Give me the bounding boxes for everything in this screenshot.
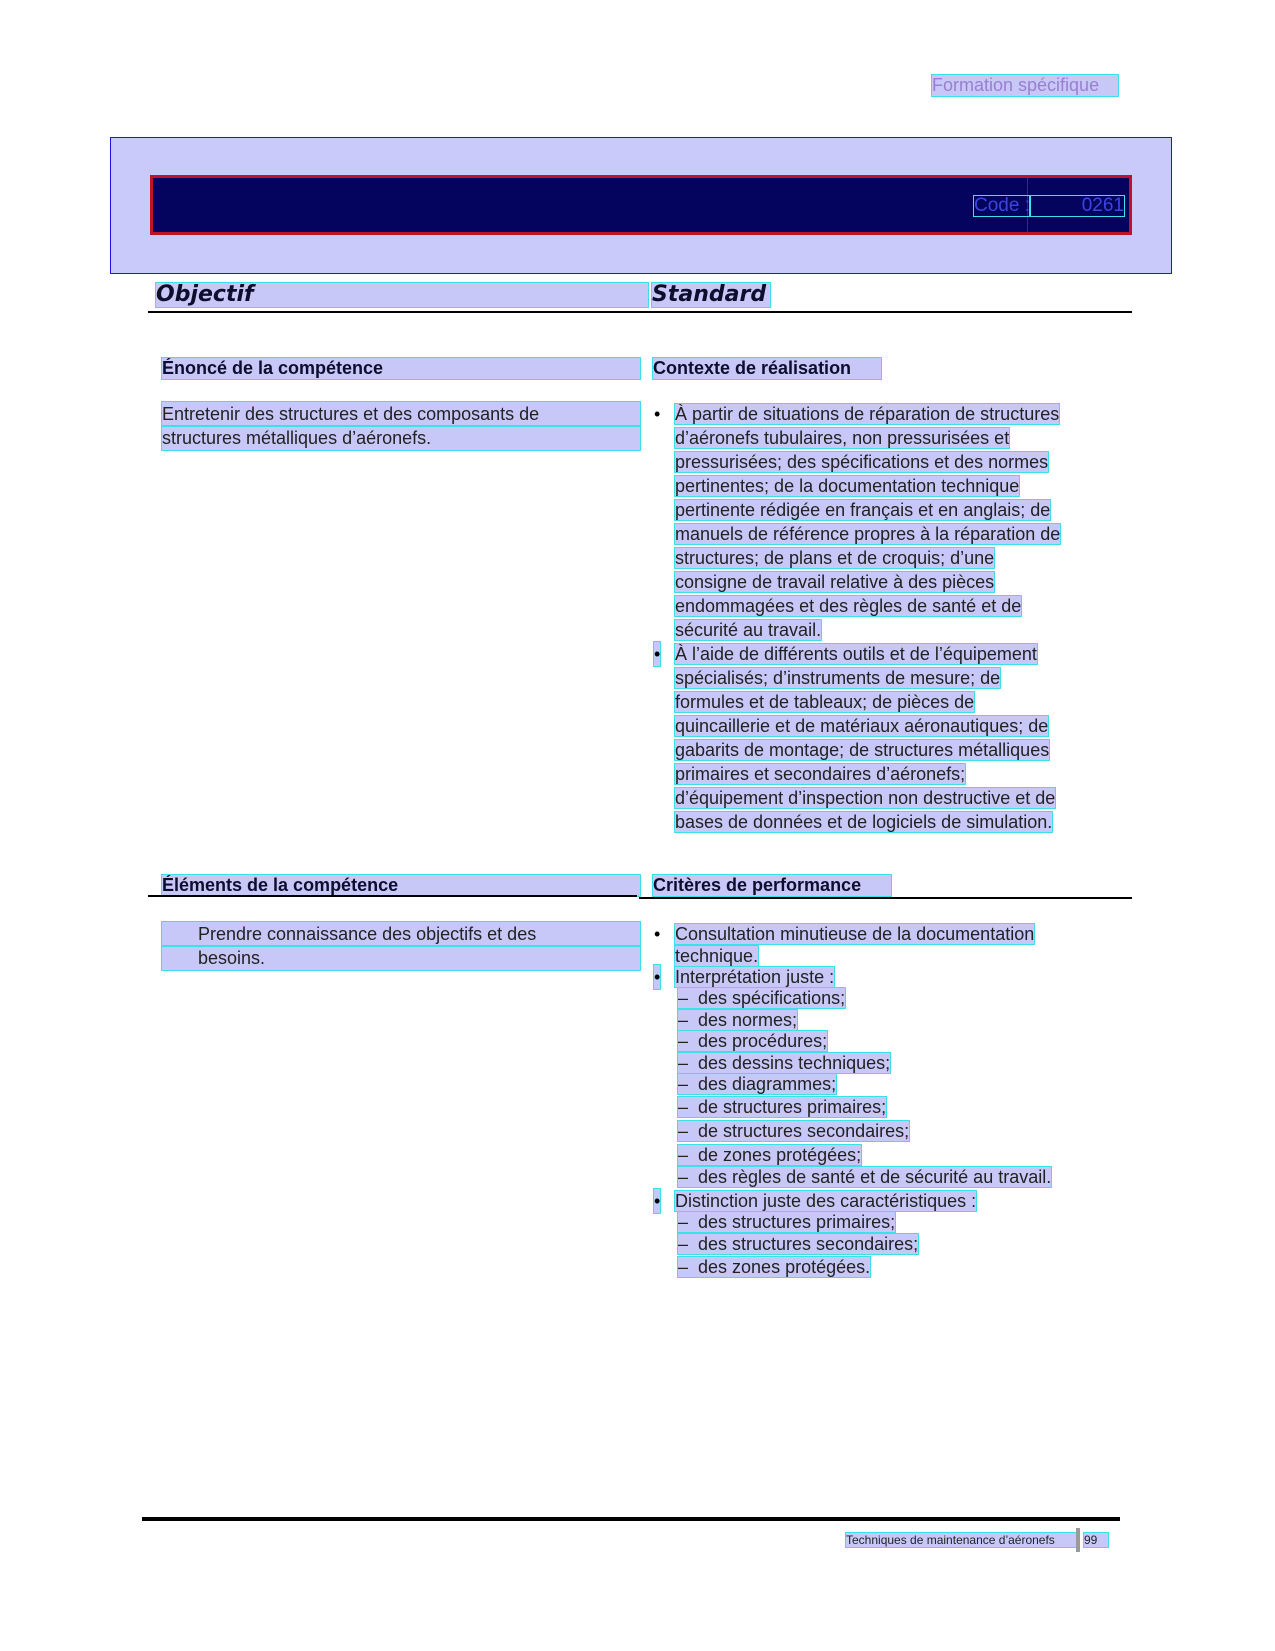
contexte-line: pressurisées; des spécifications et des normes <box>675 452 1049 472</box>
contexte-line: endommagées et des règles de santé et de <box>675 596 1022 616</box>
criteres-dash-item: – de zones protégées; <box>678 1145 862 1165</box>
header-title: Formation spécifique <box>932 75 1118 96</box>
code-label: Code : <box>974 195 1030 216</box>
criteres-dash-item: – des dessins techniques; <box>678 1053 891 1073</box>
criteres-bullet-1 <box>675 922 1115 966</box>
contexte-line: consigne de travail relative à des pièces <box>675 572 995 592</box>
bullet-icon: • <box>654 967 661 987</box>
criteres-line: technique. <box>675 946 759 966</box>
contexte-line: primaires et secondaires d’aéronefs; <box>675 764 966 784</box>
elements-heading: Éléments de la compétence <box>162 875 640 896</box>
criteres-dash-item: – des normes; <box>678 1010 798 1030</box>
contexte-line: bases de données et de logiciels de simulation. <box>675 812 1053 832</box>
criteres-line: Consultation minutieuse de la documentation <box>675 924 1035 944</box>
contexte-line: gabarits de montage; de structures métalliques <box>675 740 1050 760</box>
contexte-line: sécurité au travail. <box>675 620 822 640</box>
standard-heading: Standard <box>652 283 770 307</box>
element-item <box>198 922 640 970</box>
criteres-dash-item: – de structures secondaires; <box>678 1121 910 1141</box>
contexte-bullet-1 <box>675 402 1115 642</box>
criteres-dash-item: – des procédures; <box>678 1031 828 1051</box>
contexte-line: d’aéronefs tubulaires, non pressurisées et <box>675 428 1010 448</box>
bullet-icon: • <box>654 404 661 424</box>
enonce-line: structures métalliques d’aéronefs. <box>162 426 640 450</box>
contexte-line: d’équipement d’inspection non destructive et de <box>675 788 1056 808</box>
contexte-line: structures; de plans et de croquis; d’une <box>675 548 995 568</box>
enonce-text <box>162 402 640 450</box>
contexte-line: À l’aide de différents outils et de l’équipement <box>675 644 1037 664</box>
contexte-heading: Contexte de réalisation <box>653 358 881 379</box>
criteres-bullet-3-title: Distinction juste des caractéristiques : <box>675 1191 977 1211</box>
criteres-bullet-2-title: Interprétation juste : <box>675 967 835 987</box>
criteres-dash-item: – des diagrammes; <box>678 1074 837 1094</box>
contexte-line: formules et de tableaux; de pièces de <box>675 692 975 712</box>
criteres-heading: Critères de performance <box>653 875 891 896</box>
footer-rule <box>142 1517 1120 1521</box>
criteres-dash-item: – des zones protégées. <box>678 1257 871 1277</box>
enonce-heading: Énoncé de la compétence <box>162 358 640 379</box>
criteres-dash-item: – des spécifications; <box>678 988 846 1008</box>
criteres-dash-item: – des règles de santé et de sécurité au travail. <box>678 1167 1052 1187</box>
section-rule <box>148 311 1132 313</box>
element-line: besoins. <box>162 946 640 970</box>
criteres-dash-item: – des structures secondaires; <box>678 1234 919 1254</box>
bullet-icon: • <box>654 924 661 944</box>
bullet-icon: • <box>654 1191 661 1211</box>
criteres-rule <box>639 897 1132 899</box>
contexte-line: manuels de référence propres à la réparation de <box>675 524 1061 544</box>
contexte-line: quincaillerie et de matériaux aéronautiques; de <box>675 716 1049 736</box>
contexte-line: spécialisés; d’instruments de mesure; de <box>675 668 1001 688</box>
enonce-line: Entretenir des structures et des composants de <box>162 402 640 426</box>
element-line: Prendre connaissance des objectifs et des <box>162 922 640 946</box>
footer-title: Techniques de maintenance d’aéronefs <box>846 1533 1076 1547</box>
contexte-line: pertinentes; de la documentation technique <box>675 476 1020 496</box>
contexte-line: À partir de situations de réparation de structures <box>675 404 1060 424</box>
contexte-line: pertinente rédigée en français et en anglais; de <box>675 500 1051 520</box>
page-number: 99 <box>1084 1533 1108 1547</box>
elements-rule <box>148 895 637 897</box>
code-value: 0261 <box>1030 196 1124 216</box>
contexte-bullet-2 <box>675 642 1115 834</box>
bullet-icon: • <box>654 644 661 664</box>
criteres-dash-item: – de structures primaires; <box>678 1097 887 1117</box>
objectif-heading: Objectif <box>156 283 648 307</box>
footer-separator <box>1076 1528 1080 1552</box>
criteres-dash-item: – des structures primaires; <box>678 1212 896 1232</box>
